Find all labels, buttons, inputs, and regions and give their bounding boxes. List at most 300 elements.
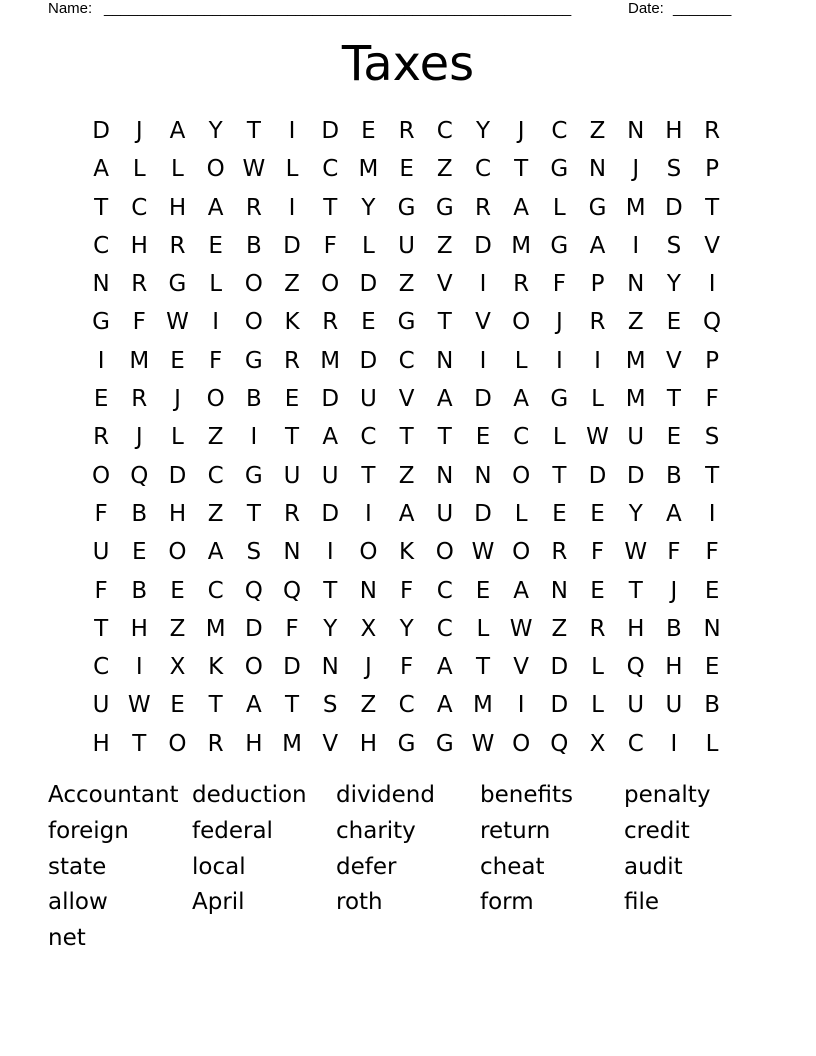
grid-letter: K [208, 654, 224, 681]
grid-letter: V [475, 309, 491, 336]
grid-letter: B [666, 462, 682, 489]
grid-letter: M [358, 156, 379, 183]
grid-letter: U [627, 692, 645, 719]
grid-letter: W [166, 309, 189, 336]
grid-letter: C [551, 118, 568, 144]
grid-letter: N [436, 462, 454, 489]
grid-letter: E [208, 232, 223, 259]
grid-letter: D [283, 654, 301, 681]
grid-letter: Z [551, 615, 568, 642]
grid-letter: S [322, 692, 338, 719]
grid-letter: A [169, 118, 186, 144]
grid-letter: B [245, 232, 262, 259]
grid-letter: E [132, 539, 147, 566]
grid-letter: R [207, 730, 224, 757]
grid-letter: T [285, 424, 300, 451]
grid-letter: A [513, 194, 530, 221]
grid-letter: A [513, 577, 530, 604]
grid-letter: Y [361, 194, 376, 221]
grid-letter: R [93, 424, 110, 451]
grid-letter: I [479, 347, 487, 374]
grid-letter: Y [208, 118, 223, 144]
grid-letter: B [245, 386, 262, 413]
grid-letter: O [321, 271, 340, 298]
word-list-item: defer [336, 853, 397, 880]
grid-letter: O [92, 462, 111, 489]
grid-letter: U [92, 539, 110, 566]
grid-letter: N [92, 271, 110, 298]
grid-letter: L [132, 156, 146, 183]
grid-letter: B [131, 577, 148, 604]
grid-letter: T [132, 730, 147, 757]
word-list [48, 778, 768, 957]
grid-letter: H [168, 500, 187, 527]
grid-letter: O [435, 539, 454, 566]
word-list-item: local [192, 853, 246, 880]
grid-letter: J [135, 424, 143, 451]
grid-letter: T [628, 577, 643, 604]
grid-letter: C [207, 462, 224, 489]
grid-letter: D [92, 118, 110, 144]
grid-letter: Y [323, 615, 338, 642]
grid-letter: U [92, 692, 110, 719]
grid-letter: H [130, 232, 148, 259]
grid-letter: A [436, 654, 453, 681]
grid-letter: I [250, 424, 258, 451]
grid-letter: J [135, 118, 143, 144]
word-list-item: dividend [336, 782, 435, 808]
grid-letter: O [512, 730, 531, 757]
grid-letter: A [513, 386, 530, 413]
grid-letter: Z [436, 232, 453, 259]
grid-letter: T [437, 424, 452, 451]
grid-letter: Y [666, 271, 681, 298]
grid-letter: U [665, 692, 683, 719]
grid-letter: N [627, 118, 645, 144]
grid-letter: V [513, 654, 530, 681]
grid-letter: O [168, 539, 187, 566]
grid-letter: Z [207, 424, 224, 451]
grid-letter: M [473, 692, 493, 719]
grid-letter: J [555, 309, 563, 336]
grid-letter: V [666, 347, 682, 374]
grid-letter: E [170, 577, 185, 604]
grid-letter: I [708, 271, 716, 298]
name-date-header [48, 0, 748, 20]
word-list-item: penalty [624, 782, 711, 808]
grid-letter: T [208, 692, 223, 719]
grid-letter: T [323, 577, 338, 604]
grid-letter: U [359, 386, 377, 413]
grid-letter: O [168, 730, 187, 757]
grid-letter: D [321, 500, 340, 527]
grid-letter: F [94, 577, 108, 604]
grid-letter: O [244, 309, 263, 336]
grid-letter: R [589, 309, 606, 336]
grid-letter: X [589, 730, 606, 757]
grid-letter: J [174, 386, 181, 413]
grid-letter: N [474, 462, 492, 489]
grid-letter: R [245, 194, 262, 221]
grid-letter: G [588, 194, 607, 221]
grid-letter: M [129, 347, 150, 374]
name-label: Name: [48, 0, 93, 17]
grid-letter: F [705, 539, 719, 566]
grid-letter: S [246, 539, 262, 566]
word-list-item: April [192, 889, 245, 916]
grid-letter: O [512, 309, 531, 336]
grid-letter: G [550, 156, 569, 183]
grid-letter: E [666, 309, 682, 336]
word-list-item: roth [336, 889, 383, 916]
grid-letter: D [550, 654, 569, 681]
word-list-item: state [48, 853, 107, 880]
grid-letter: I [288, 194, 296, 221]
grid-letter: Z [589, 118, 606, 144]
grid-letter: Z [284, 271, 300, 298]
grid-letter: F [209, 347, 223, 374]
grid-letter: M [282, 730, 302, 757]
grid-letter: J [517, 118, 525, 144]
grid-letter: C [436, 118, 453, 144]
grid-letter: T [705, 194, 720, 221]
grid-letter: K [284, 309, 300, 336]
grid-letter: W [471, 730, 495, 757]
grid-letter: G [397, 730, 416, 757]
grid-letter: I [632, 232, 640, 259]
grid-letter: R [131, 386, 148, 413]
grid-letter: O [244, 654, 263, 681]
grid-letter: R [284, 347, 301, 374]
grid-letter: Z [169, 615, 186, 642]
grid-letter: T [552, 462, 567, 489]
grid-letter: W [586, 424, 609, 451]
grid-letter: D [359, 347, 378, 374]
grid-letter: N [359, 577, 378, 604]
grid-letter: E [170, 347, 185, 374]
grid-letter: B [131, 500, 148, 527]
grid-letter: F [285, 615, 299, 642]
grid-letter: C [474, 156, 491, 183]
grid-letter: A [207, 194, 224, 221]
grid-letter: W [127, 692, 151, 719]
grid-letter: S [704, 424, 720, 451]
grid-letter: R [398, 118, 415, 144]
grid-letter: F [552, 271, 566, 298]
grid-letter: T [475, 654, 490, 681]
grid-letter: Z [436, 156, 453, 183]
grid-letter: S [666, 232, 682, 259]
grid-letter: A [93, 156, 109, 183]
grid-letter: Z [398, 271, 415, 298]
grid-letter: E [475, 424, 491, 451]
grid-letter: M [320, 347, 341, 374]
grid-letter: C [398, 347, 415, 374]
grid-letter: F [399, 577, 414, 604]
grid-letter: Q [703, 309, 722, 336]
grid-letter: V [322, 730, 339, 757]
letter-grid [82, 112, 731, 763]
grid-letter: T [361, 462, 376, 489]
grid-letter: N [321, 654, 339, 681]
grid-letter: G [244, 347, 263, 374]
grid-letter: G [435, 730, 454, 757]
grid-letter: N [550, 577, 568, 604]
grid-letter: H [665, 654, 683, 681]
grid-letter: J [365, 654, 372, 681]
grid-letter: H [92, 730, 110, 757]
grid-letter: C [322, 156, 339, 183]
grid-letter: F [705, 386, 719, 413]
grid-letter: Q [282, 577, 302, 604]
grid-letter: O [512, 539, 531, 566]
grid-letter: T [399, 424, 414, 451]
grid-letter: Q [130, 462, 149, 489]
grid-letter: F [323, 232, 337, 259]
grid-letter: G [397, 194, 416, 221]
grid-letter: A [207, 539, 224, 566]
grid-letter: D [588, 462, 607, 489]
grid-letter: D [244, 615, 263, 642]
grid-letter: Q [626, 654, 645, 681]
grid-letter: M [625, 347, 646, 374]
grid-letter: C [398, 692, 415, 719]
grid-letter: C [93, 654, 110, 681]
grid-letter: B [666, 615, 682, 642]
grid-letter: T [705, 462, 720, 489]
grid-letter: G [397, 309, 416, 336]
grid-letter: E [399, 156, 414, 183]
grid-letter: C [627, 730, 644, 757]
grid-letter: E [590, 577, 605, 604]
word-list-item: return [480, 817, 551, 844]
grid-letter: Y [399, 615, 414, 642]
grid-letter: Z [398, 462, 415, 489]
grid-letter: G [92, 309, 110, 336]
grid-letter: E [666, 424, 682, 451]
grid-letter: D [474, 386, 492, 413]
grid-letter: R [284, 500, 301, 527]
grid-letter: H [665, 118, 683, 144]
grid-letter: Z [360, 692, 377, 719]
grid-letter: K [399, 539, 415, 566]
grid-letter: T [246, 500, 261, 527]
grid-letter: E [590, 500, 605, 527]
grid-letter: A [245, 692, 262, 719]
word-list-item: file [624, 889, 660, 916]
grid-letter: F [667, 539, 681, 566]
grid-letter: C [436, 577, 453, 604]
grid-letter: E [552, 500, 567, 527]
grid-letter: L [552, 424, 566, 451]
grid-letter: X [169, 654, 186, 681]
grid-letter: L [171, 424, 184, 451]
grid-letter: M [625, 386, 646, 413]
grid-letter: B [704, 692, 720, 719]
grid-letter: O [512, 462, 531, 489]
grid-letter: G [550, 386, 569, 413]
grid-letter: A [322, 424, 339, 451]
grid-letter: R [474, 194, 491, 221]
word-list-item: deduction [192, 782, 307, 808]
grid-letter: A [436, 386, 453, 413]
grid-letter: A [436, 692, 453, 719]
word-list-item: charity [336, 817, 416, 844]
grid-letter: D [665, 194, 683, 221]
grid-letter: D [359, 271, 378, 298]
grid-letter: D [168, 462, 187, 489]
grid-letter: E [475, 577, 491, 604]
grid-letter: Q [550, 730, 569, 757]
grid-letter: T [666, 386, 681, 413]
grid-letter: G [168, 271, 187, 298]
grid-letter: D [474, 232, 492, 259]
grid-letter: P [705, 156, 720, 183]
grid-letter: W [242, 156, 266, 183]
grid-letter: C [93, 232, 110, 259]
grid-letter: P [705, 347, 720, 374]
word-list-item: benefits [480, 782, 573, 808]
grid-letter: M [205, 615, 226, 642]
grid-letter: H [130, 615, 148, 642]
grid-letter: L [591, 654, 604, 681]
grid-letter: E [361, 118, 376, 144]
grid-letter: T [323, 194, 338, 221]
grid-letter: S [666, 156, 682, 183]
grid-letter: O [206, 156, 225, 183]
date-field[interactable]: _______ [673, 0, 732, 17]
grid-letter: L [591, 692, 604, 719]
grid-letter: C [131, 194, 148, 221]
grid-letter: P [590, 271, 605, 298]
grid-letter: M [625, 194, 646, 221]
grid-letter: I [97, 347, 105, 374]
grid-letter: L [514, 347, 528, 374]
grid-letter: Z [627, 309, 644, 336]
grid-letter: O [206, 386, 225, 413]
grid-letter: L [552, 194, 566, 221]
grid-letter: O [359, 539, 378, 566]
word-list-item: cheat [480, 853, 545, 880]
grid-letter: Y [628, 500, 643, 527]
grid-letter: A [589, 232, 606, 259]
word-list-item: form [480, 889, 534, 916]
grid-letter: Y [475, 118, 490, 144]
grid-letter: H [359, 730, 378, 757]
grid-letter: H [245, 730, 263, 757]
grid-letter: R [551, 539, 568, 566]
grid-letter: I [288, 118, 296, 144]
grid-letter: V [398, 386, 415, 413]
grid-letter: F [94, 500, 108, 527]
grid-letter: X [360, 615, 377, 642]
word-list-item: Accountant [48, 782, 179, 808]
grid-letter: D [474, 500, 492, 527]
grid-letter: T [514, 156, 529, 183]
grid-letter: J [632, 156, 640, 183]
grid-letter: F [132, 309, 146, 336]
grid-letter: W [624, 539, 648, 566]
grid-letter: G [550, 232, 569, 259]
grid-letter: U [283, 462, 301, 489]
grid-letter: E [361, 309, 376, 336]
grid-letter: G [244, 462, 263, 489]
grid-letter: H [168, 194, 187, 221]
grid-letter: T [437, 309, 452, 336]
word-list-item: foreign [48, 817, 129, 844]
grid-letter: R [169, 232, 186, 259]
grid-letter: I [212, 309, 220, 336]
grid-letter: I [517, 692, 525, 719]
grid-letter: W [471, 539, 495, 566]
grid-letter: D [321, 386, 340, 413]
date-label: Date: [628, 0, 664, 17]
grid-letter: U [436, 500, 454, 527]
grid-letter: R [513, 271, 530, 298]
grid-letter: A [398, 500, 415, 527]
grid-letter: A [666, 500, 682, 527]
grid-letter: C [360, 424, 377, 451]
word-list-item: federal [192, 817, 273, 844]
grid-letter: N [436, 347, 454, 374]
grid-letter: L [591, 386, 604, 413]
grid-letter: U [321, 462, 339, 489]
grid-letter: C [207, 577, 224, 604]
grid-letter: R [131, 271, 148, 298]
grid-letter: O [244, 271, 263, 298]
grid-letter: R [704, 118, 721, 144]
grid-letter: Z [207, 500, 224, 527]
grid-letter: W [509, 615, 533, 642]
grid-letter: N [703, 615, 721, 642]
grid-letter: E [170, 692, 185, 719]
grid-letter: I [326, 539, 334, 566]
grid-letter: N [627, 271, 645, 298]
grid-letter: L [361, 232, 375, 259]
grid-letter: M [511, 232, 532, 259]
grid-letter: I [365, 500, 372, 527]
grid-letter: I [135, 654, 143, 681]
grid-letter: U [627, 424, 645, 451]
grid-letter: T [285, 692, 300, 719]
grid-letter: D [283, 232, 301, 259]
grid-letter: R [322, 309, 339, 336]
grid-letter: L [285, 156, 299, 183]
grid-letter: J [670, 577, 678, 604]
grid-letter: C [436, 615, 453, 642]
grid-letter: V [704, 232, 720, 259]
page-title: Taxes [341, 36, 475, 92]
grid-letter: Q [244, 577, 263, 604]
grid-letter: R [589, 615, 606, 642]
grid-letter: G [435, 194, 454, 221]
grid-letter: T [94, 194, 109, 221]
grid-letter: I [708, 500, 716, 527]
grid-letter: U [398, 232, 416, 259]
grid-letter: D [550, 692, 569, 719]
grid-letter: H [627, 615, 645, 642]
word-list-item: audit [624, 853, 683, 880]
grid-letter: F [399, 654, 414, 681]
word-list-item: credit [624, 817, 690, 844]
grid-letter: N [588, 156, 607, 183]
name-field[interactable]: ________________________________________________________ [104, 0, 572, 17]
grid-letter: D [626, 462, 645, 489]
word-list-item: allow [48, 889, 108, 916]
grid-letter: F [590, 539, 605, 566]
grid-letter: L [209, 271, 223, 298]
grid-letter: D [321, 118, 340, 144]
